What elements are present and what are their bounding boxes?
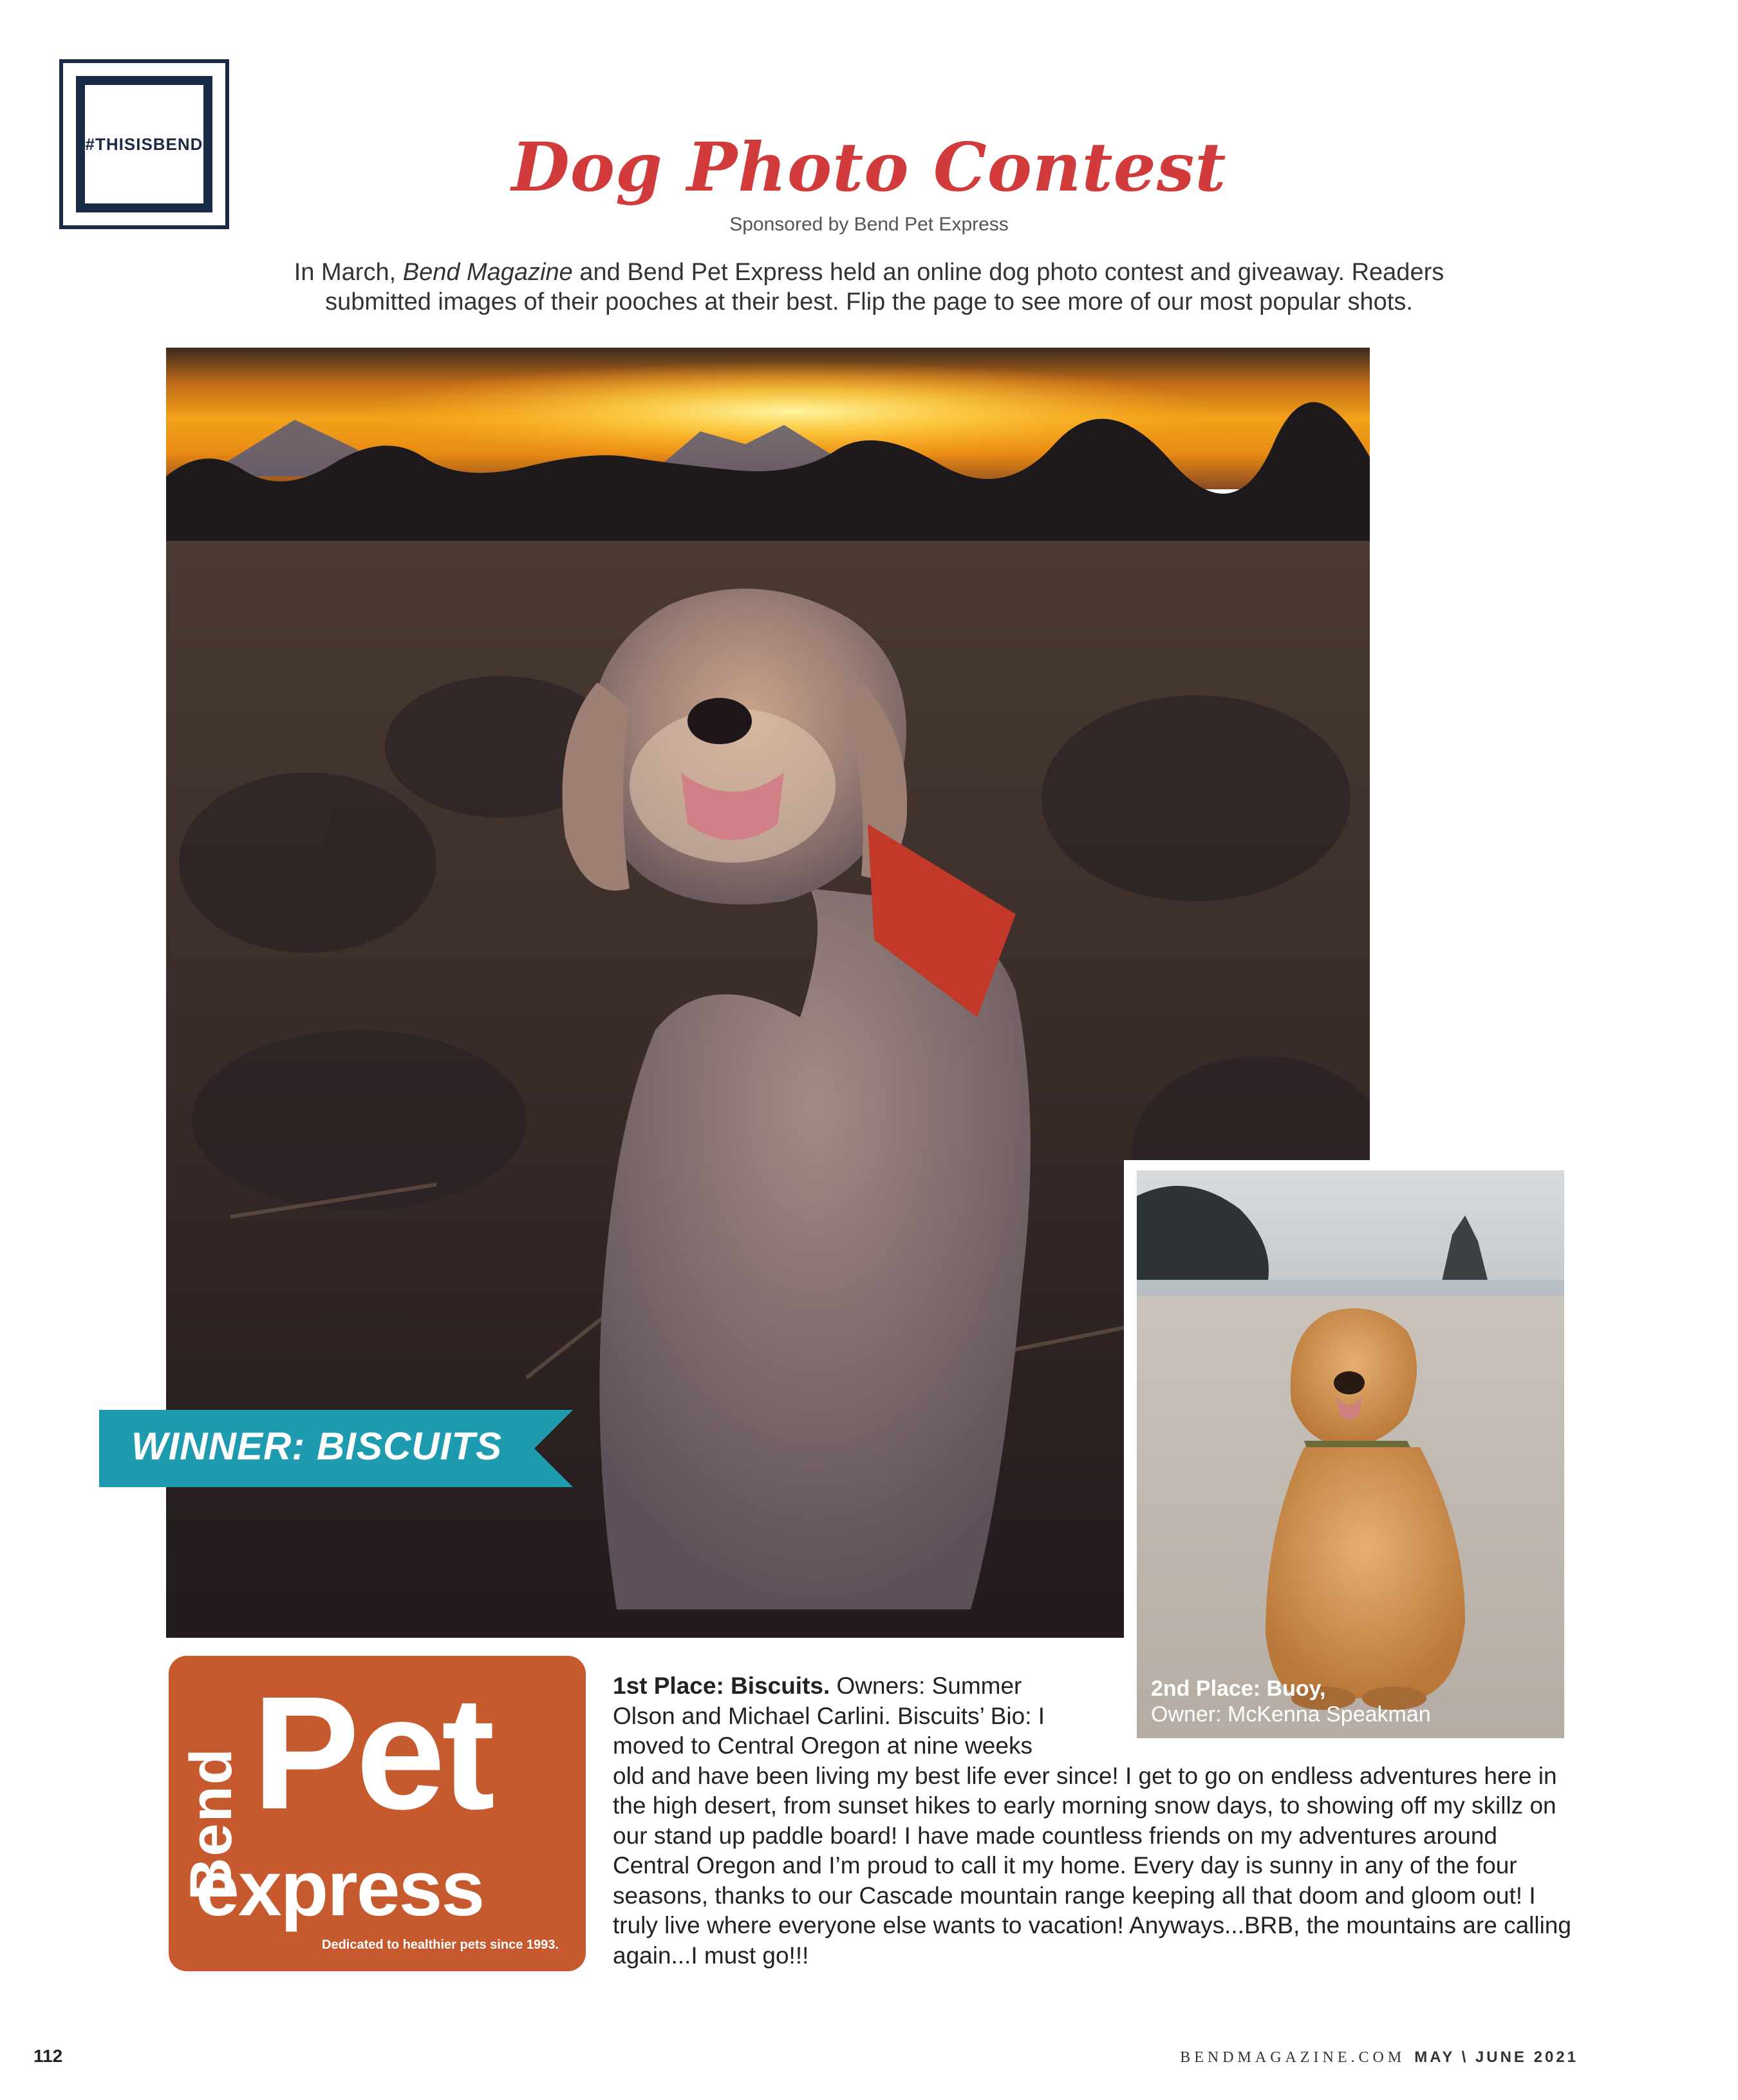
intro-part1: In March, [294,259,403,286]
winner-bio [613,1671,1578,1971]
logo-pet-text: Pet [252,1663,492,1842]
winner-ribbon-label: WINNER: BISCUITS [131,1425,502,1468]
page-number: 112 [33,2046,63,2066]
page-title: Dog Photo Contest [511,127,1227,207]
buoy-body [1266,1447,1465,1698]
bio-text: Owners: Summer Olson and Michael Carlini. Biscuits’ Bio: I moved to Central Oregon at nine weeks old and have been living my best life ever since! I get to go on endless adventures here in the high desert, from sunset hikes to early morning snow days, to showing off my skillz on our stand up paddle board! I have made countless friends on my adventures around Central Oregon and I’m proud to call it my home. Every day is sunny in any of the four seasons, thanks to our Cascade mountain range keeping all that doom and gloom out! I truly live where everyone else wants to vacation! Anyways...BRB, the mountains are calling again...I must go!!! [613,1673,1571,1969]
intro-italic: Bend Magazine [402,259,573,286]
second-place-title: 2nd Place: Buoy, [1151,1676,1326,1701]
bio-lead: 1st Place: Biscuits. [613,1673,830,1699]
second-place-photo [1137,1170,1564,1738]
intro-paragraph [245,258,1493,317]
footer-issue: MAY \ JUNE 2021 [1414,2048,1578,2066]
logo-express-text: express [196,1844,484,1932]
footer-folio [1180,2048,1578,2067]
dog-nose [687,698,752,744]
footer-site: BENDMAGAZINE.COM [1180,2049,1406,2066]
section-tag: #THISISBEND [85,134,203,154]
second-place-owner: Owner: McKenna Speakman [1151,1702,1431,1727]
bend-pet-express-logo [169,1656,586,1971]
sponsor-line: Sponsored by Bend Pet Express [729,214,1009,235]
logo-bend-text: Bend [178,1747,244,1900]
intro-part2: and Bend Pet Express held an online dog photo contest and giveaway. Readers submitted images of their pooches at their best. Flip the page to see more of our most popular shots. [325,259,1444,315]
logo-tagline: Dedicated to healthier pets since 1993. [322,1938,559,1952]
